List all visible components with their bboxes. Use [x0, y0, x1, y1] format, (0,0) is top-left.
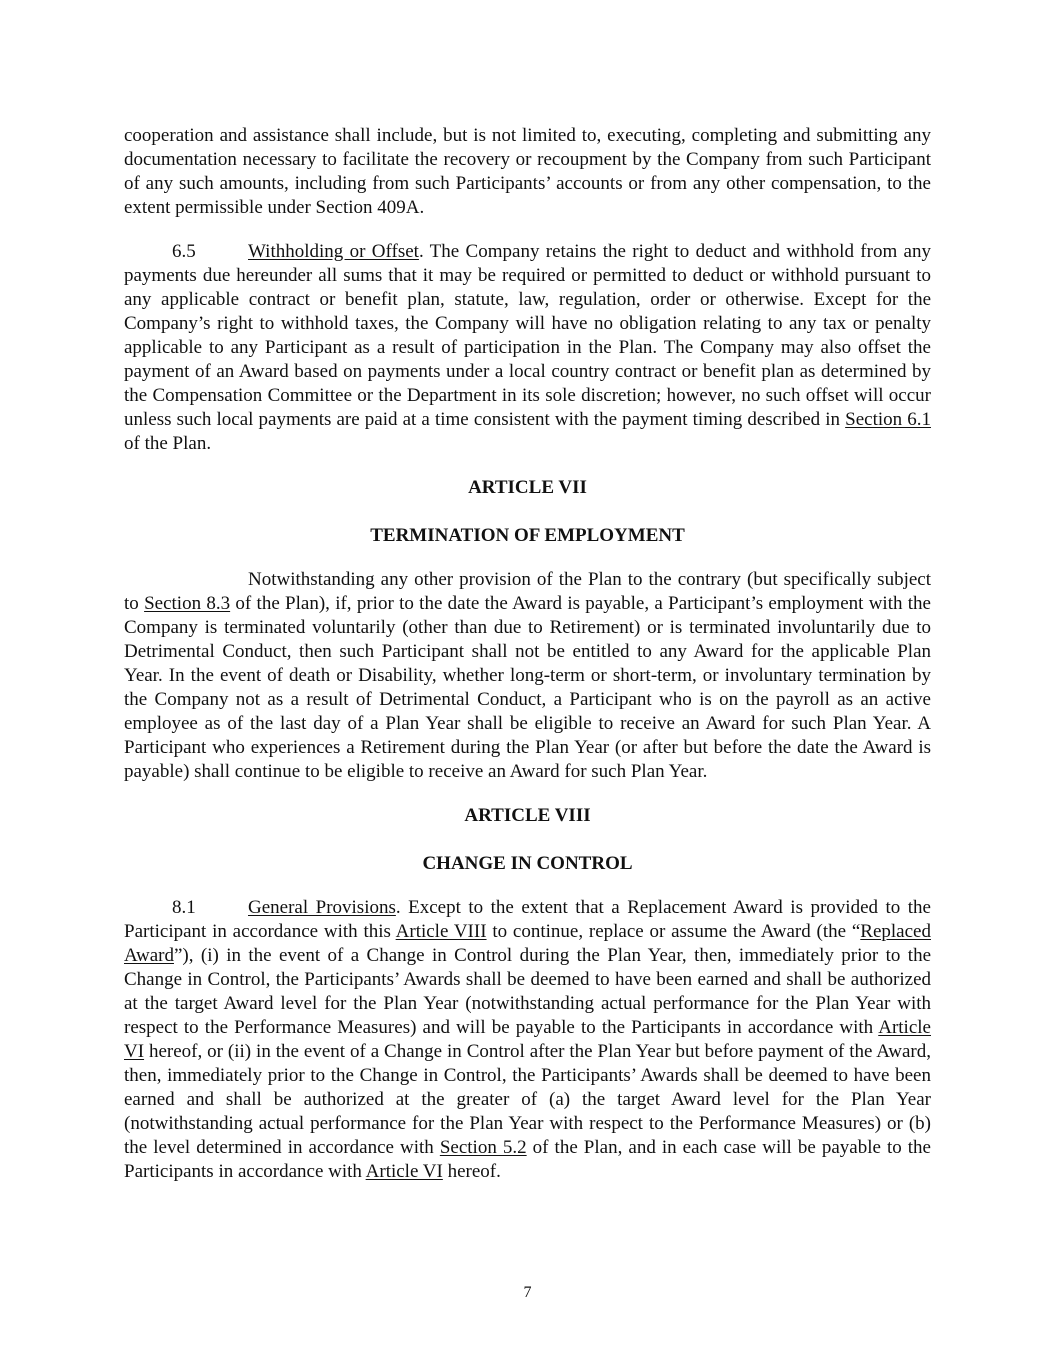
continued-paragraph	[124, 124, 931, 220]
section-number: 6.5	[172, 241, 196, 262]
defined-term: Replaced Award	[124, 921, 931, 966]
section-title: General Provisions	[248, 897, 396, 918]
article-heading: ARTICLE VIII	[464, 805, 591, 826]
cross-reference: Section 8.3	[144, 593, 231, 614]
paragraph-text: hereof.	[442, 1161, 501, 1182]
cross-reference: Article VI	[365, 1161, 443, 1182]
paragraph-text: hereof, or (ii) in the event of a Change in Control after the Plan Year but before payment of the Award, then, immediately prior to the Change in Control, the Participants’ Awards shall be deemed to have been earned and shall be authorized at the greater of (a) the target Award level for the Plan Year (notwithstanding actual performance for the Plan Year with respect to the Performance Measures) or (b) the level determined in accordance with	[124, 1041, 931, 1158]
section-6-5-paragraph	[124, 240, 931, 456]
paragraph-text: . Except to the extent that a Replacement Award is provided to the Participant in accordance with this	[124, 897, 931, 942]
cross-reference: Section 5.2	[439, 1137, 527, 1158]
section-8-1-paragraph	[124, 896, 931, 1184]
article-subheading: TERMINATION OF EMPLOYMENT	[370, 525, 685, 546]
article-subheading: CHANGE IN CONTROL	[422, 853, 633, 874]
page-number: 7	[523, 1284, 532, 1301]
cross-reference: Article VIII	[395, 921, 487, 942]
paragraph-text: Notwithstanding any other provision of the Plan to the contrary (but specifically subject to	[124, 569, 931, 614]
document-page	[124, 124, 931, 1184]
cross-reference: Section 6.1	[845, 409, 931, 430]
section-number: 8.1	[172, 897, 196, 918]
paragraph-text: of the Plan, and in each case will be payable to the Participants in accordance with	[124, 1137, 931, 1182]
paragraph-text: to continue, replace or assume the Award (the “	[486, 921, 861, 942]
article-heading: ARTICLE VII	[468, 477, 587, 498]
paragraph-text: of the Plan), if, prior to the date the Award is payable, a Participant’s employment with the Company is terminated voluntarily (other than due to Retirement) or is terminated involuntarily due to Detrimental Conduct, then such Participant shall not be entitled to any Award for the applicable Plan Year. In the event of death or Disability, whether long-term or short-term, or involuntary termination by the Company not as a result of Detrimental Conduct, a Participant who is on the payroll as an active employee as of the last day of a Plan Year shall be eligible to receive an Award for such Plan Year. A Participant who experiences a Retirement during the Plan Year (or after but before the date the Award is payable) shall continue to be eligible to receive an Award for such Plan Year.	[124, 593, 931, 782]
paragraph-text: of the Plan.	[124, 433, 212, 454]
cross-reference: Article VI	[124, 1017, 931, 1062]
paragraph-text: . The Company retains the right to deduct and withhold from any payments due hereunder all sums that it may be required or permitted to deduct or withhold pursuant to any applicable contract or benefit plan, statute, law, regulation, order or otherwise. Except for the Company’s right to withhold taxes, the Company will have no obligation relating to any tax or penalty applicable to any Participant as a result of participation in the Plan. The Company may also offset the payment of an Award based on payments under a local country contract or benefit plan as determined by the Compensation Committee or the Department in its sole discretion; however, no such offset will occur unless such local payments are paid at a time consistent with the payment timing described in	[124, 241, 931, 430]
paragraph-text: ”), (i) in the event of a Change in Control during the Plan Year, then, immediately prior to the Change in Control, the Participants’ Awards shall be deemed to have been earned and shall be authorized at the target Award level for the Plan Year (notwithstanding actual performance for the Plan Year with respect to the Performance Measures) and will be payable to the Participants in accordance with	[124, 945, 931, 1038]
paragraph-text: cooperation and assistance shall include, but is not limited to, executing, completing and submitting any documentation necessary to facilitate the recovery or recoupment by the Company from such Participant of any such amounts, including from such Participants’ accounts or from any other compensation, to the extent permissible under Section 409A.	[124, 125, 931, 218]
article-7-paragraph	[124, 568, 931, 784]
section-title: Withholding or Offset	[248, 241, 419, 262]
